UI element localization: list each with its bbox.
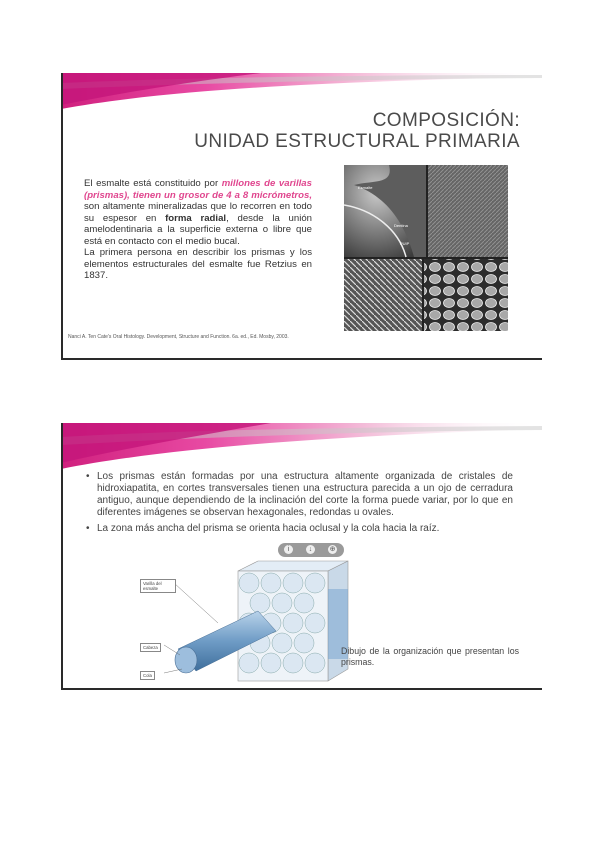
title-line-1: COMPOSICIÓN: bbox=[372, 110, 520, 131]
paragraph-1 bbox=[84, 178, 312, 247]
slide-border-left bbox=[61, 423, 63, 690]
label-varilla: Varilla del esmalte bbox=[140, 579, 176, 593]
micrograph-composite-image bbox=[344, 165, 508, 331]
slide-swoosh-decoration bbox=[61, 73, 542, 113]
zoom-icon[interactable]: ⊕ bbox=[329, 546, 336, 553]
bullet-item-2: • La zona más ancha del prisma se orienta hacia oclusal y la cola hacia la raíz. bbox=[97, 523, 513, 535]
highlight-text: millones de varillas (prismas), tienen un grosor de 4 a 8 micrómetros, bbox=[84, 178, 312, 201]
download-icon[interactable]: ↓ bbox=[306, 545, 315, 554]
label-cabeza: Cabeza bbox=[140, 643, 161, 652]
slide-2 bbox=[61, 423, 542, 690]
title-line-2: UNIDAD ESTRUCTURAL PRIMARIA bbox=[194, 131, 520, 152]
slide-border-bottom bbox=[61, 358, 542, 360]
micro-label-b: Dentina bbox=[394, 223, 408, 228]
p1-part-b: son altamente mineralizadas que lo recorren en todo su espesor en bbox=[84, 201, 312, 224]
slide-border-left bbox=[61, 73, 63, 360]
micro-label-a: Esmalte bbox=[358, 185, 373, 190]
diagram-caption: Dibujo de la organización que presentan los prismas. bbox=[341, 646, 519, 667]
bold-text: forma radial bbox=[165, 212, 227, 224]
info-icon[interactable]: i bbox=[284, 545, 293, 554]
media-toolbar-overlay[interactable] bbox=[278, 543, 344, 557]
micrograph-svg bbox=[344, 165, 508, 331]
paragraph-2: La primera persona en describir los prismas y los elementos estructurales del esmalte fue Retzius en 1837. bbox=[84, 247, 312, 281]
p1-part-a: El esmalte está constituido por bbox=[84, 178, 222, 189]
slide-1 bbox=[61, 73, 542, 360]
slide-title bbox=[194, 110, 520, 152]
slide-swoosh-decoration bbox=[61, 423, 542, 473]
bullet-item-1: • Los prismas están formadas por una estructura altamente organizada de cristales de hidroxiapatita, en cortes transversales tienen una estructura parecida a un ojo de cerradura antiguo, aunque dependiendo de la inclinación del corte la forma puede variar, por lo que en diferentes imágenes se observan hexagonales, redondas u ovales. bbox=[97, 471, 513, 519]
slide-border-bottom bbox=[61, 688, 542, 690]
p1-part-c: , desde la unión amelodentinaria a la superficie externa o libre que está en contacto con el medio bucal. bbox=[84, 212, 313, 247]
bullet-list bbox=[85, 471, 513, 539]
body-text bbox=[84, 178, 312, 282]
prism-organization-diagram bbox=[138, 559, 353, 690]
micro-label-c: PUIP bbox=[400, 241, 410, 246]
citation: Nanci A. Ten Cate's Oral Histology. Development, Structure and Function. 6a. ed., Ed. Mosby, 2003. bbox=[68, 334, 289, 340]
label-cola: Cola bbox=[140, 671, 155, 680]
